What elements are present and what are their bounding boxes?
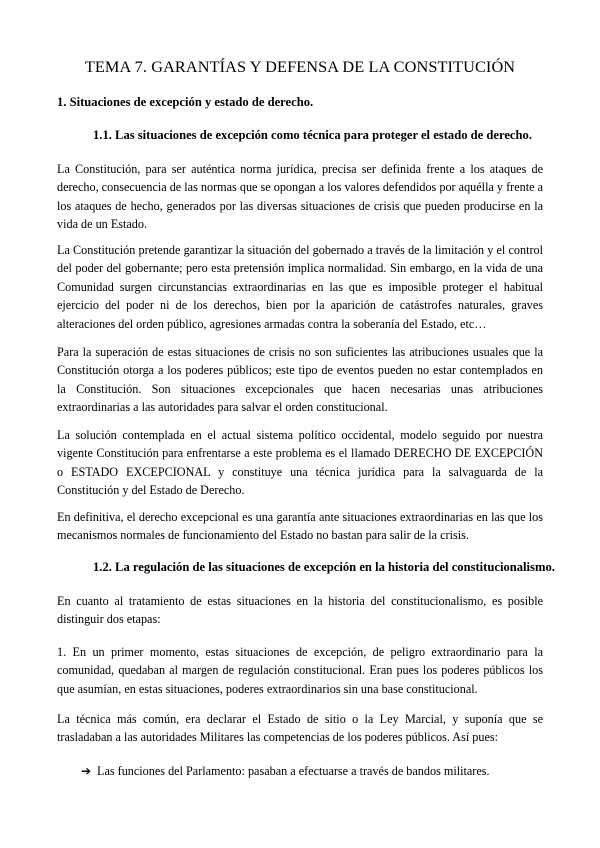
paragraph: 1. En un primer momento, estas situaciones de excepción, de peligro extraordinario para la comunidad, quedaban al margen de regulación constitucional. Eran pues los poderes públicos los que asumían, en estas situaciones, poderes extraordinarios sin una base constitucional.: [57, 645, 543, 696]
bullet-item: [81, 762, 490, 780]
paragraph: En definitiva, el derecho excepcional es una garantía ante situaciones extraordinarias en las que los mecanismos normales de funcionamiento del Estado no bastan para salir de la crisis.: [57, 510, 543, 543]
arrow-icon: ➔: [81, 764, 92, 778]
section-heading-1-1: 1.1. Las situaciones de excepción como técnica para proteger el estado de derecho.: [93, 128, 532, 142]
section-heading-1-2: 1.2. La regulación de las situaciones de excepción en la historia del constitucionalismo.: [93, 560, 555, 574]
paragraph: La técnica más común, era declarar el Estado de sitio o la Ley Marcial, y suponía que se trasladaban a las autoridades Militares las competencias de los poderes públicos. Así pues:: [57, 712, 543, 745]
paragraph: Para la superación de estas situaciones de crisis no son suficientes las atribuciones usuales que la Constitución otorga a los poderes públicos; este tipo de eventos pueden no estar contemplados en la Constitución. Son situaciones excepcionales que hacen necesarias unas atribuciones extraordinarias a las autoridades para salvar el orden constitucional.: [57, 345, 543, 415]
section-heading-1: 1. Situaciones de excepción y estado de derecho.: [57, 95, 314, 109]
document-title: TEMA 7. GARANTÍAS Y DEFENSA DE LA CONSTITUCIÓN: [84, 57, 516, 76]
paragraph: La solución contemplada en el actual sistema político occidental, modelo seguido por nuestra vigente Constitución para enfrentarse a este problema es el llamado DERECHO DE EXCEPCIÓN o ESTADO EXCEPCIONAL y constituye una técnica jurídica para la salvaguarda de la Constitución y del Estado de Derecho.: [57, 428, 543, 498]
paragraph: La Constitución pretende garantizar la situación del gobernado a través de la limitación y el control del poder del gobernante; pero esta pretensión implica normalidad. Sin embargo, en la vida de una Comunidad surgen circunstancias extraordinarias en las que es imposible proteger el habitual ejercicio del poder ni de los derechos, bien por la aparición de catástrofes naturales, graves alteraciones del orden público, agresiones armadas contra la soberanía del Estado, etc…: [57, 243, 543, 331]
paragraph: La Constitución, para ser auténtica norma jurídica, precisa ser definida frente a los ataques de derecho, consecuencia de las normas que se opongan a los valores defendidos por aquélla y frente a los ataques de hecho, generados por las diversas situaciones de crisis que pueden producirse en la vida de un Estado.: [57, 162, 543, 232]
paragraph: En cuanto al tratamiento de estas situaciones en la historia del constitucionalismo, es posible distinguir dos etapas:: [57, 594, 543, 627]
bullet-text: Las funciones del Parlamento: pasaban a efectuarse a través de bandos militares.: [97, 764, 490, 778]
